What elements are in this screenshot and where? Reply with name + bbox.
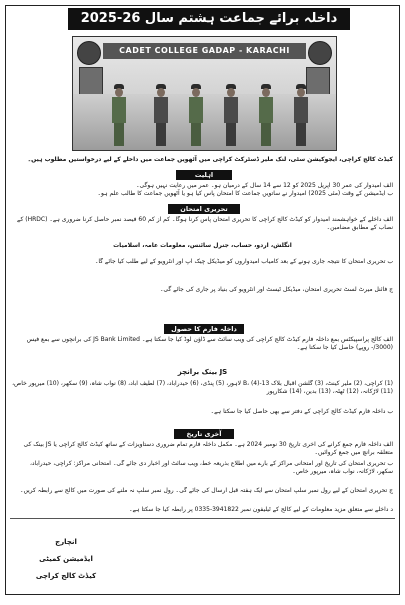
cadet-figure: [153, 84, 169, 146]
signature-committee: ایڈمیشن کمیٹی: [39, 555, 93, 563]
last-date-heading: آخری تاریخ: [174, 429, 234, 439]
written-test-item-c: ج فائنل میرٹ لسٹ تحریری امتحان، میڈیکل ٹیسٹ اور انٹرویو کی بنیاد پر جاری کی جائے گی۔: [159, 286, 393, 293]
banner-photo: [72, 36, 337, 151]
admission-form-item-a: الف کالج پراسپیکٹس بمع داخلہ فارم کیڈٹ کالج کراچی کی ویب سائٹ سے ڈاؤن لوڈ کیا جا سکتا ہے۔ JS Bank Limited کی برانچوں سے بمع فیس (3000/- روپے) حاصل کیا جا سکتا ہے۔: [26, 336, 393, 352]
written-test-item-b: ب تحریری امتحان کا نتیجہ جاری ہونے کے بعد کامیاب امیدواروں کو میڈیکل چیک اپ اور انٹرویو کے لیے طلب کیا جائے گا۔: [94, 258, 393, 265]
js-bank-branch-list: (1) کراچی، (2) ملیر کینٹ، (3) گلشن اقبال بلاک 13-B، (4) لاہور، (5) پنڈی، (6) حیدرآباد، (7) لطیف آباد، (8) نواب شاہ، (9) سکھر، (10) میرپور خاص، (11) لاڑکانہ، (12) ٹھٹہ، (13) بدین، (14) شکارپور: [12, 380, 393, 396]
signature-college: کیڈٹ کالج کراچی: [35, 572, 97, 580]
signature-title: انچارج: [55, 538, 77, 546]
eligibility-item-b: ب ایڈمیشن کے وقت (مئی 2025) امیدوار نے ساتویں جماعت کا امتحان پاس کیا ہو یا آٹھویں جماعت کا طالب علم ہو۔: [97, 190, 393, 197]
last-date-item-d: د داخلے سے متعلق مزید معلومات کے لیے کالج کے ٹیلیفون نمبر 3941822-0335 پر رابطہ کیا جا سکتا ہے۔: [129, 506, 393, 513]
last-date-item-b: ب تحریری امتحان کی تاریخ اور امتحانی مراکز کے بارے میں اطلاع بذریعہ خط، ویب سائٹ اور اخبار دی جائے گی۔ امتحانی مراکز: کراچی، حیدرآباد، سکھر، لاڑکانہ، نواب شاہ، میرپور خاص۔: [29, 460, 393, 476]
last-date-item-c: ج تحریری امتحان کے لیے رول نمبر سلپ امتحان سے ایک ہفتہ قبل ارسال کی جائے گی۔ رول نمبر سلپ نہ ملنے کی صورت میں کالج سے رابطہ کریں۔: [19, 487, 393, 494]
js-bank-branches-heading: JS بینک برانچز: [177, 368, 228, 376]
cadet-figure: [188, 84, 204, 146]
written-test-item-a: الف داخلے کے خواہشمند امیدوار کو کیڈٹ کالج کراچی کا تحریری امتحان پاس کرنا ہوگا۔ کم از کم 60 فیصد نمبر حاصل کرنا ضروری ہے۔ (HRDC) کے نصاب کے مطابق مضامین۔: [16, 216, 393, 232]
last-date-item-a: الف داخلہ فارم جمع کرانے کی آخری تاریخ 30 نومبر 2024 ہے۔ مکمل داخلہ فارم تمام ضروری دستاویزات کے ساتھ کیڈٹ کالج کراچی یا JS بینک کی متعلقہ برانچ میں جمع کروائیں۔: [23, 441, 393, 457]
written-test-subjects: انگلش، اردو، حساب، جنرل سائنس، معلومات عامہ، اسلامیات: [113, 242, 292, 249]
intro-text: کیڈٹ کالج کراچی، ایجوکیشن سٹی، لنک ملیر ڈسٹرکٹ کراچی میں آٹھویں جماعت میں داخلے کے لیے درخواستیں مطلوب ہیں۔: [27, 156, 393, 163]
banner-college-name: CADET COLLEGE GADAP - KARACHI: [103, 43, 306, 59]
eligibility-heading: اہلیت: [176, 170, 232, 180]
admission-form-heading: داخلہ فارم کا حصول: [164, 324, 244, 334]
divider: [10, 518, 395, 519]
page-title: داخلہ برائے جماعت ہشتم سال 26-2025: [68, 8, 350, 30]
cadet-figure: [293, 84, 309, 146]
cadet-figure: [111, 84, 127, 146]
college-logo-left: [77, 41, 101, 65]
cadet-figure: [223, 84, 239, 146]
cadet-figure: [258, 84, 274, 146]
admission-form-item-b: ب داخلہ فارم کیڈٹ کالج کراچی کے دفتر سے بھی حاصل کیا جا سکتا ہے۔: [210, 408, 393, 415]
written-test-heading: تحریری امتحان: [168, 204, 240, 214]
advertisement-page: [5, 5, 400, 595]
college-logo-right: [308, 41, 332, 65]
eligibility-item-a: الف امیدوار کی عمر 30 اپریل 2025 کو 12 سے 14 سال کے درمیان ہو۔ عمر میں رعایت نہیں ہوگی۔: [136, 182, 393, 189]
